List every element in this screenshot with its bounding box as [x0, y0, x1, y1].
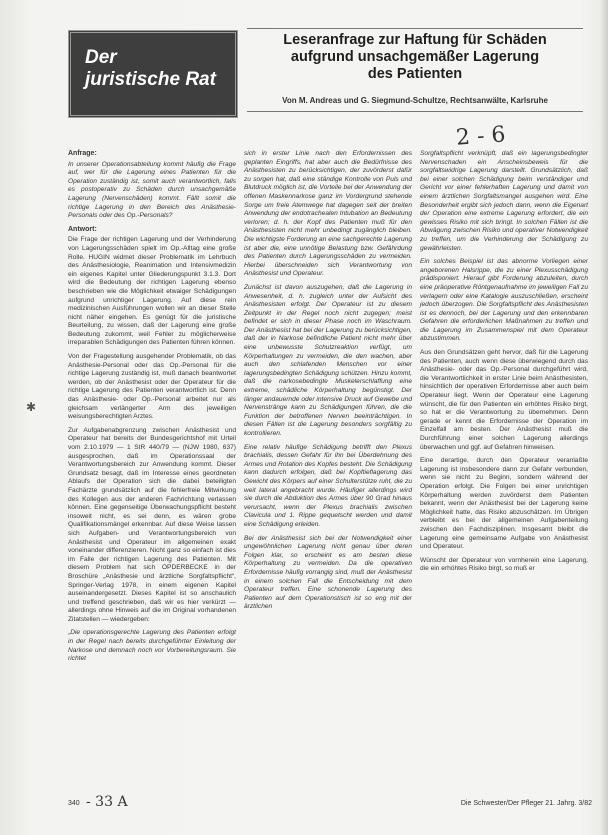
handwritten-note: 2 - 6	[455, 122, 507, 151]
anfrage-label: Anfrage:	[68, 150, 97, 157]
journal-source: Die Schwester/Der Pfleger 21. Jahrg. 3/82	[460, 800, 592, 807]
paragraph: Die Frage der richtigen Lagerung und der Verhinderung von Lagerungsschäden spielt im Op.-Alltag eine große Rolle. HUGIN widmet dieser Problematik im Lehrbuch des Anästhesiologie, Reanimation und Intensivmedizin ein eigenes Kapitel unter Gliederungspunkt 3.1.3. Dort wird die Bedeutung der richtigen Lagerung ebenso beschrieben wie die Möglichkeit etwaiger Schädigungen aufgrund unrichtiger Lagerung. Auf diese rein medizinischen Ausführungen wollen wir an dieser Stelle nicht näher eingehen. Es genügt für die juristische Beurteilung, zu wissen, daß der Lagerung eine große Bedeutung zukommt, weil Fehler zu möglicherweise irreparablen Schädigungen des Patienten führen können.	[68, 236, 236, 347]
rubric-box	[68, 30, 238, 118]
paragraph: sich in erster Linie nach den Erfordernissen des geplanten Eingriffs, hat aber auch die Bedürfnisse des Anästhesisten zu berücksichtigen, der zuvörderst dafür zu sorgen hat, daß eine ständige Kontrolle von Puls und Blutdruck möglich ist, die Vorteile bei der Anwendung der offenen Maskennarkose ganz im Vordergrund stehende Sorge um freie Atemwege hat dagegen seit der breiten Anwendung der endotrachealen Intubation an Bedeutung verloren; d. h. der Kopf des Patienten muß für den Anästhesisten nicht mehr unbedingt zugänglich bleiben. Die wichtigste Forderung an eine sachgerechte Lagerung ist aber die, eine unnötige Belastung bzw. Gefährdung des Patienten durch Lagerungsschäden zu vermeiden. Hierbei überschneiden sich Verantwortung von Anästhesist und Operateur.	[244, 150, 412, 278]
handwritten-page-note: - 33 A	[86, 794, 128, 810]
text-column-1	[68, 150, 236, 669]
article-title-line-3: des Patienten	[367, 66, 463, 82]
article-byline: Von M. Andreas und G. Siegmund-Schultze, Rechtsanwälte, Karlsruhe	[282, 96, 548, 105]
article-title-line-1: Leseranfrage zur Haftung für Schäden	[283, 32, 547, 48]
paragraph: Von der Fragestellung ausgehender Problematik, ob das Anästhesie-Personal oder das Op.-Personal für die richtige Lagerung zuständig ist, muß danach beantwortet werden, ob der Anästhesist oder der Operateur für die richtige Lagerung des Patienten verantwortlich ist. Denn das Anästhesie- oder Op.-Personal arbeitet nur als gleichsam verlängerter Arm des jeweiligen weisungsberechtigten Arztes.	[68, 353, 236, 421]
page-footer	[68, 794, 596, 814]
paragraph: Zunächst ist davon auszugehen, daß die Lagerung in Anwesenheit, d. h. zugleich unter der Aufsicht des Anästhesisten erfolgt. Der Operateur ist zu diesem Zeitpunkt in der Regel noch nicht zugegen; meist befindet er sich in dieser Phase noch im Waschraum. Der Anästhesist hat bei der Lagerung zu berücksichtigen, daß der in Narkose befindliche Patient nicht mehr über eine unbewusste Schutzreaktion verfügt, um Körperhaltungen zu vermeiden, die den wachen, aber auch den schlafenden Menschen vor einer lagerungsbedingten Schädigung schützen. Hinzu kommt, daß die narkosebedingte Muskelerschlaffung eine extreme, schädliche Körperhaltung begünstigt. Der länger andauernde oder intensive Druck auf Gewebe und Nervenstränge kann zu Schädigungen führen, die die Funktion der betroffenen Nerven beeinträchtigen. In diesen Fällen ist die Lagerung besonders sorgfältig zu kontrollieren.	[244, 283, 412, 437]
page-number: 340	[68, 800, 80, 807]
text-column-3	[420, 150, 588, 579]
paragraph: Sorgfaltspflicht verknüpft, daß ein lagerungsbedingter Nervenschaden ein Anscheinsbeweis für die sorgfaltswidrige Lagerung darstellt. Grundsätzlich, daß bei einer solchen Schädigung beim verständiger und Gericht vor einer fehlerhaften Lagerung und damit von einem ärztlichen Sorgfaltsmangel ausgehen wird. Eine Besonderheit ergibt sich jedoch dann, wenn die Eigenart der Operation eine extreme Lagerung erfordert, die ein gewisses Risiko mit sich bringt. In solchen Fällen ist die Abwägung zwischen Risiko und operativer Notwendigkeit zu treffen, um die Verhinderung der Schädigung zu gewährleisten.	[420, 150, 588, 252]
paragraph: Eine derartige, durch den Operateur veranlaßte Lagerung ist insbesondere dann zur Gefahr verbunden, wenn sie nicht zu Beginn, sondern während der Operation erfolgt. Die Folgen bei einer unrichtigen Körperhaltung werden zuvörderst dem Patienten bekannt, wenn der Anästhesist bei der Lagerung keine Möglichkeit hatte, das Risiko abzuschätzen. Im Übrigen verbleibt es bei der allgemeinen Aufgabenteilung zwischen den Fachdisziplinen. Insgesamt bleibt die Lagerung eine gemeinsame Aufgabe von Anästhesist und Operateur.	[420, 457, 588, 551]
article-title-line-2: aufgrund unsachgemäßer Lagerung	[290, 49, 540, 65]
text-column-2	[244, 150, 412, 617]
paragraph: Aus den Grundsätzen geht hervor, daß für die Lagerung des Patienten, auch wenn diese überwiegend durch das Anästhesie- oder das Op.-Personal durchgeführt wird, die Verantwortlichkeit in erster Linie beim Anästhesisten, hinsichtlich der operativen Erfordernisse aber auch beim Operateur liegt. Wenn der Operateur eine Lagerung wünscht, die für den Patienten ein erhöhtes Risiko birgt, so hat er die Verantwortung zu übernehmen. Denn gerade er kennt die Erfordernisse der Operation im Einzelfall am besten. Der Anästhesist muß die Durchführung einer solchen Lagerung allerdings überwachen und ggf. auf Gefahren hinweisen.	[420, 349, 588, 451]
page-edge-shadow	[600, 0, 608, 835]
paragraph: „Die operationsgerechte Lagerung des Patienten erfolgt in der Regel nach bereits durchgeführter Einleitung der Narkose und demnach noch vor Vorbereitungsraum. Sie richtet	[68, 629, 236, 663]
paragraph: Zur Aufgabenabgrenzung zwischen Anästhesist und Operateur hat bereits der Bundesgerichtshof mit Urteil vom 2.10.1979 — 1 StR 440/79 — (NJW 1980, 637) ausgesprochen, daß im Operationssaal der Verantwortungsbereich zur Anwendung kommt. Dieser Grundsatz besagt, daß im Interesse eines geordneten Ablaufs der Operation sich die dabei beteiligten Fachärzte grundsätzlich auf die fehlerfreie Mitwirkung des Kollegen aus der anderen Fachrichtung verlassen können. Eine gegenseitige Überwachungspflicht besteht insoweit nicht, es sei denn, es wären grobe Qualifikationsmängel erkennbar. Auf diese Weise lassen sich Aufgaben- und Verantwortungsbereich von Anästhesist und Operateur im allgemeinen exakt voneinander differenzieren. Nicht ganz so einfach ist dies im Falle der richtigen Lagerung des Patienten. Mit diesem Problem hat sich OPDERBECKE in der Broschüre „Anästhesie und ärztliche Sorgfaltspflicht“, Springer-Verlag 1978, in einem eigenen Kapitel auseinandergesetzt. Dieses Kapitel ist so anschaulich und treffend geschrieben, daß wir es hier verkürzt — allerdings ohne Hinweis auf die im Original vorhandenen Zitatstellen — wiedergeben:	[68, 426, 236, 623]
paragraph: Bei der Anästhesist sich bei der Notwendigkeit einer ungewöhnlichen Lagerung nicht genau über deren Folgen klar, so erscheint es am besten diese Körperhaltung zu vermeiden. Da die operativen Erfordernisse häufig vorrangig sind, muß der Anästhesist in einem solchen Fall die Entscheidung mit dem Operateur treffen. Eine schonende Lagerung des Patienten auf dem Operationstisch ist so eng mit der ärztlichen	[244, 534, 412, 611]
paragraph: Ein solches Beispiel ist das abnorme Vorliegen einer angeborenen Halsrippe, die zu einer Plexusschädigung prädisponiert. Hierauf gibt Forderung abzuleiten, durch eine präoperative Röntgenaufnahme im jeweiligen Fall zu verlagern oder eine Katalogie auszuschließen, erscheint jedoch überzogen. Die Sorgfaltspflicht des Anästhesisten ist es dennoch, bei der Lagerung und den erkennbaren Gefahren die erforderlichen Maßnahmen zu treffen und die Lagerung im Zusammenspiel mit dem Operateur abzustimmen.	[420, 258, 588, 343]
paragraph: Wünscht der Operateur von vornherein eine Lagerung, die ein erhöhtes Risiko birgt, so muß er	[420, 556, 588, 573]
paragraph: Eine relativ häufige Schädigung betrifft den Plexus brachialis, dessen Gefahr für ihn bei Überdehnung des Armes und Rotation des Kopfes besteht. Die Schädigung kann dadurch erfolgen, daß bei Kopftieflagerung das Gewicht des Körpers auf einer Schulterstütze ruht, die zu weit lateral angebracht wurde. Häufiger allerdings wird sie durch die Abduktion des Armes über 90 Grad hinaus verursacht, wenn der Plexus brachialis zwischen Clavicula und 1. Rippe gequetscht werden und damit eine Schädigung erleiden.	[244, 443, 412, 528]
rubric-line-1: Der	[85, 47, 117, 68]
rubric-line-2: juristische Rat	[85, 69, 216, 90]
anfrage-text: In unserer Operationsabteilung kommt häufig die Frage auf, wer für die Lagerung eines Patienten für die Operation zuständig ist, somit auch verantwortlich, falls es postoperativ zu Schäden durch unsachgemäße Lagerung (Nervenschäden) kommt. Fällt somit die richtige Lagerung in den Bereich des Anästhesie-Personals oder des Op.-Personals?	[68, 160, 236, 220]
antwort-label: Antwort:	[68, 225, 97, 233]
staple-mark-icon: ✱	[26, 400, 37, 414]
